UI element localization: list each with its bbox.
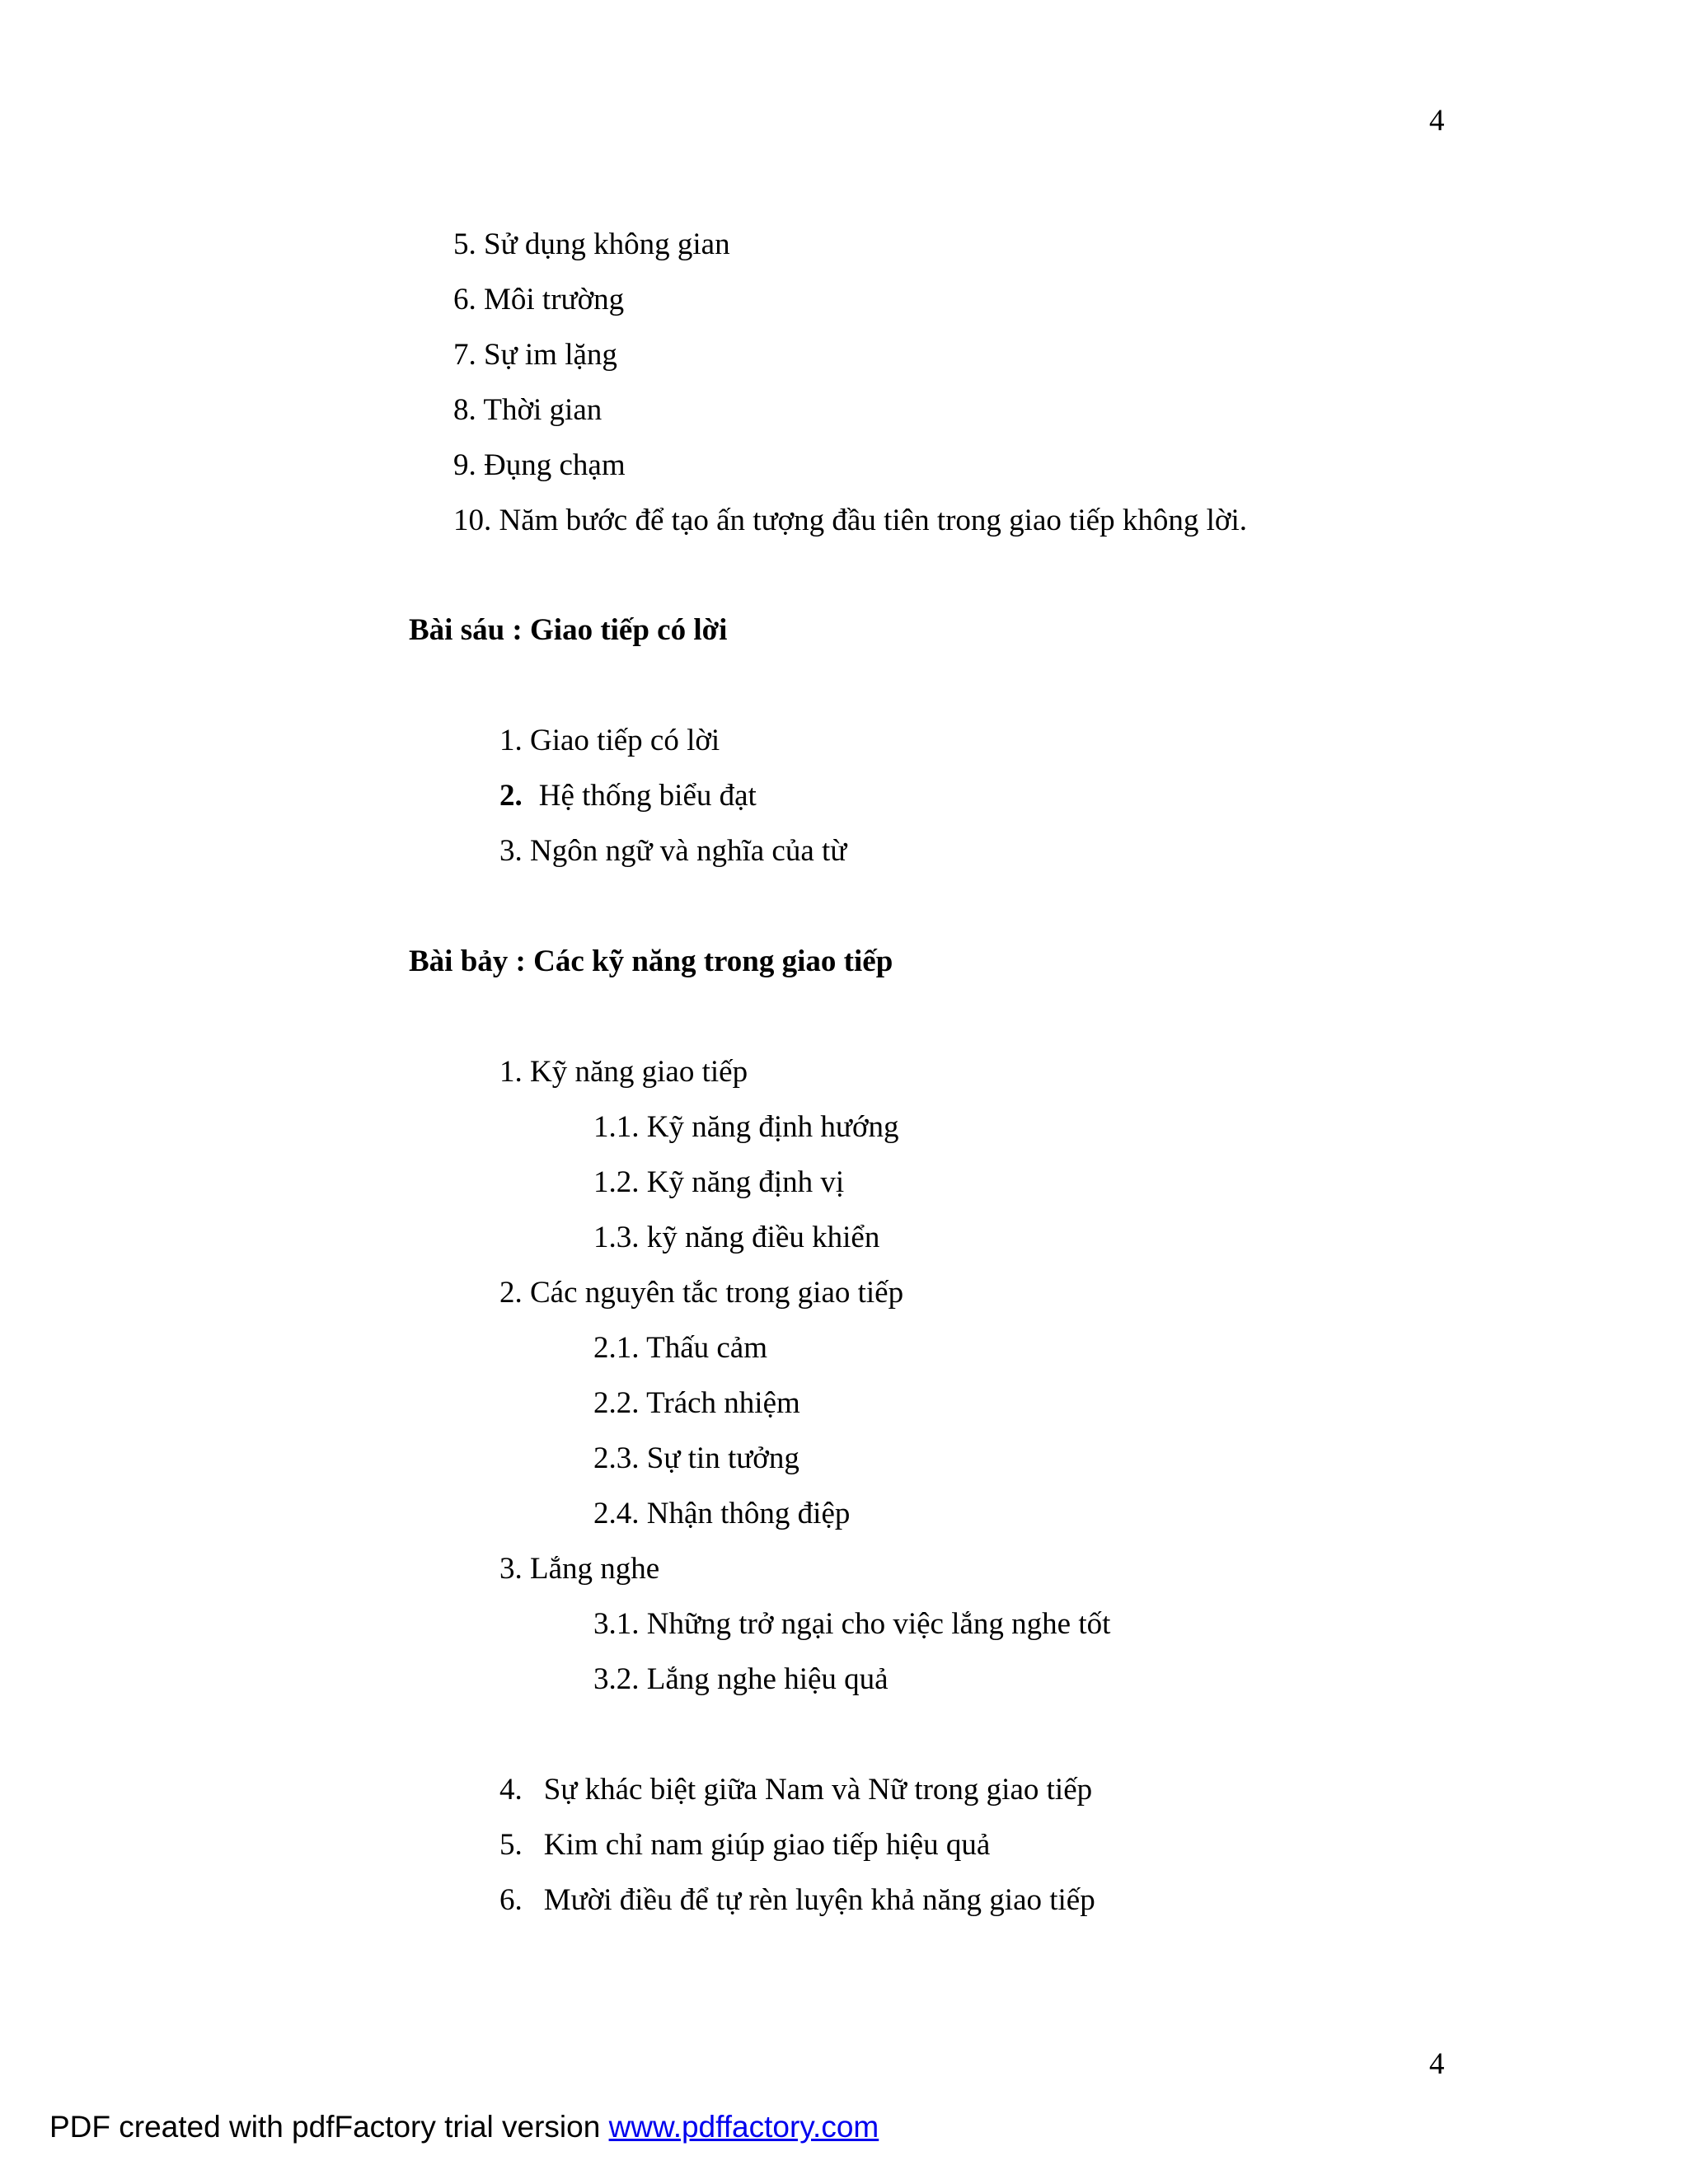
list-item-number: 5. xyxy=(499,1828,523,1862)
list-item-number: 2. xyxy=(499,1276,523,1310)
list-subitem xyxy=(593,1664,889,1694)
list-item-number: 1. xyxy=(499,724,523,757)
list-item-number: 7. xyxy=(453,338,476,372)
list-item-number: 2.4. xyxy=(593,1497,640,1530)
list-item-number: 6. xyxy=(499,1883,523,1917)
page-number-bottom: 4 xyxy=(1429,2047,1445,2081)
list-item-text: Các nguyên tắc trong giao tiếp xyxy=(530,1276,904,1310)
list-item xyxy=(453,395,602,425)
list-item-text: Giao tiếp có lời xyxy=(530,724,720,757)
list-subitem xyxy=(593,1498,850,1529)
list-item-number: 3. xyxy=(499,834,523,868)
list-item-text: Kim chỉ nam giúp giao tiếp hiệu quả xyxy=(543,1828,991,1862)
list-item-number: 4. xyxy=(499,1773,523,1807)
list-item-text: Những trở ngại cho việc lắng nghe tốt xyxy=(646,1607,1111,1641)
footer-link[interactable]: www.pdffactory.com xyxy=(608,2110,879,2144)
list-item-text: Kỹ năng định vị xyxy=(646,1165,845,1199)
list-item xyxy=(499,836,846,866)
list-item-text: Lắng nghe hiệu quả xyxy=(646,1662,889,1696)
list-item-text: Sự im lặng xyxy=(484,338,617,372)
list-item-number: 1.2. xyxy=(593,1165,640,1199)
list-item-text: Ngôn ngữ và nghĩa của từ xyxy=(530,834,847,868)
page-number-top: 4 xyxy=(1429,104,1445,138)
list-item-text: Sử dụng không gian xyxy=(484,227,730,261)
list-subitem xyxy=(593,1167,844,1197)
list-item-text: Sự khác biệt giữa Nam và Nữ trong giao tiếp xyxy=(543,1773,1093,1807)
list-item xyxy=(499,725,720,756)
list-item xyxy=(499,1277,903,1308)
list-item-number: 5. xyxy=(453,227,476,261)
list-item-text: Sự tin tưởng xyxy=(646,1441,799,1475)
list-item xyxy=(499,1774,1092,1805)
list-item xyxy=(499,1057,748,1087)
list-item-text: Kỹ năng giao tiếp xyxy=(530,1055,748,1089)
list-item xyxy=(499,1554,659,1584)
list-item-text: Môi trường xyxy=(484,283,625,316)
list-item-text: Hệ thống biểu đạt xyxy=(538,779,757,813)
list-subitem xyxy=(593,1112,899,1142)
list-item-number: 2.3. xyxy=(593,1441,640,1475)
list-item xyxy=(499,1885,1095,1915)
list-item-number: 1. xyxy=(499,1055,523,1089)
list-item-number: 2.2. xyxy=(593,1386,640,1420)
list-item-number: 2. xyxy=(499,779,523,813)
section-heading-6: Bài sáu : Giao tiếp có lời xyxy=(409,613,728,647)
list-item xyxy=(453,505,1247,536)
list-item xyxy=(499,1830,990,1860)
list-item xyxy=(453,229,730,260)
list-item-number: 10. xyxy=(453,504,492,537)
list-subitem xyxy=(593,1609,1110,1639)
section-heading-7: Bài bảy : Các kỹ năng trong giao tiếp xyxy=(409,944,893,978)
footer-text: PDF created with pdfFactory trial version xyxy=(49,2110,601,2144)
list-item-text: Mười điều để tự rèn luyện khả năng giao tiếp xyxy=(543,1883,1095,1917)
list-item-text: Thấu cảm xyxy=(646,1331,767,1365)
list-item-number: 1.3. xyxy=(593,1221,640,1254)
list-item-number: 3.1. xyxy=(593,1607,640,1641)
pdf-footer xyxy=(49,2111,879,2142)
list-item xyxy=(499,780,757,811)
list-item xyxy=(453,340,617,370)
list-item-number: 8. xyxy=(453,393,476,427)
list-item-number: 6. xyxy=(453,283,476,316)
list-item xyxy=(453,450,626,480)
list-subitem xyxy=(593,1222,879,1253)
list-item xyxy=(453,284,624,315)
list-item-text: Năm bước để tạo ấn tượng đầu tiên trong giao tiếp không lời. xyxy=(499,504,1247,537)
list-item-text: Trách nhiệm xyxy=(646,1386,800,1420)
list-item-text: Kỹ năng định hướng xyxy=(646,1110,899,1144)
list-item-text: Đụng chạm xyxy=(484,448,626,482)
list-item-text: kỹ năng điều khiển xyxy=(646,1221,880,1254)
list-item-text: Lắng nghe xyxy=(530,1552,660,1586)
list-item-number: 3. xyxy=(499,1552,523,1586)
list-subitem xyxy=(593,1388,800,1418)
list-item-number: 2.1. xyxy=(593,1331,640,1365)
list-item-number: 1.1. xyxy=(593,1110,640,1144)
list-subitem xyxy=(593,1333,767,1363)
list-item-text: Thời gian xyxy=(483,393,603,427)
list-item-text: Nhận thông điệp xyxy=(646,1497,851,1530)
list-item-number: 9. xyxy=(453,448,476,482)
list-subitem xyxy=(593,1443,799,1474)
list-item-number: 3.2. xyxy=(593,1662,640,1696)
